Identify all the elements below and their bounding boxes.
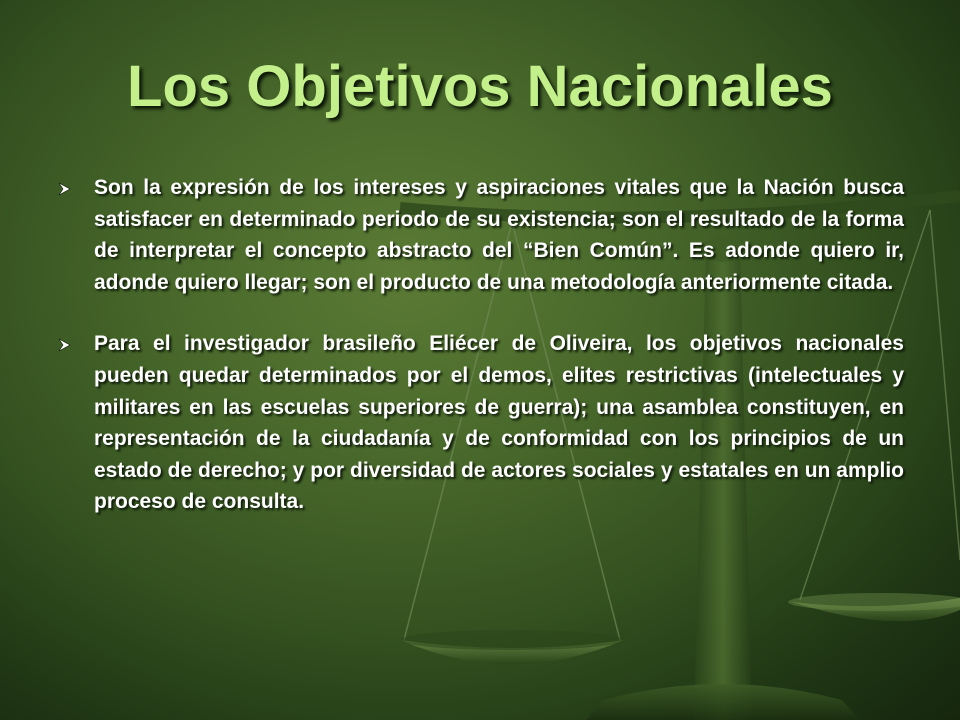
bullet-text: Son la expresión de los intereses y aspiraciones vitales que la Nación busca satisfacer en determinado periodo de su existencia; son el resultado de la forma de interpretar el concepto abstracto del “Bien Común”. Es adonde quiero ir, adonde quiero llegar; son el producto de una metodología anteriormente citada. bbox=[94, 176, 904, 294]
bullet-item bbox=[58, 328, 904, 518]
bullet-item bbox=[58, 172, 904, 298]
arrowhead-bullet-icon bbox=[58, 182, 72, 196]
bullet-list bbox=[58, 172, 904, 518]
slide-title: Los Objetivos Nacionales bbox=[127, 54, 833, 119]
bullet-text: Para el investigador brasileño Eliécer de Oliveira, los objetivos nacionales pueden quedar determinados por el demos, elites restrictivas (intelectuales y militares en las escuelas superiores de guerra); una asamblea constituyen, en representación de la ciudadanía y de conformidad con los principios de un estado de derecho; y por diversidad de actores sociales y estatales en un amplio proceso de consulta. bbox=[94, 332, 904, 514]
arrowhead-bullet-icon bbox=[58, 338, 72, 352]
